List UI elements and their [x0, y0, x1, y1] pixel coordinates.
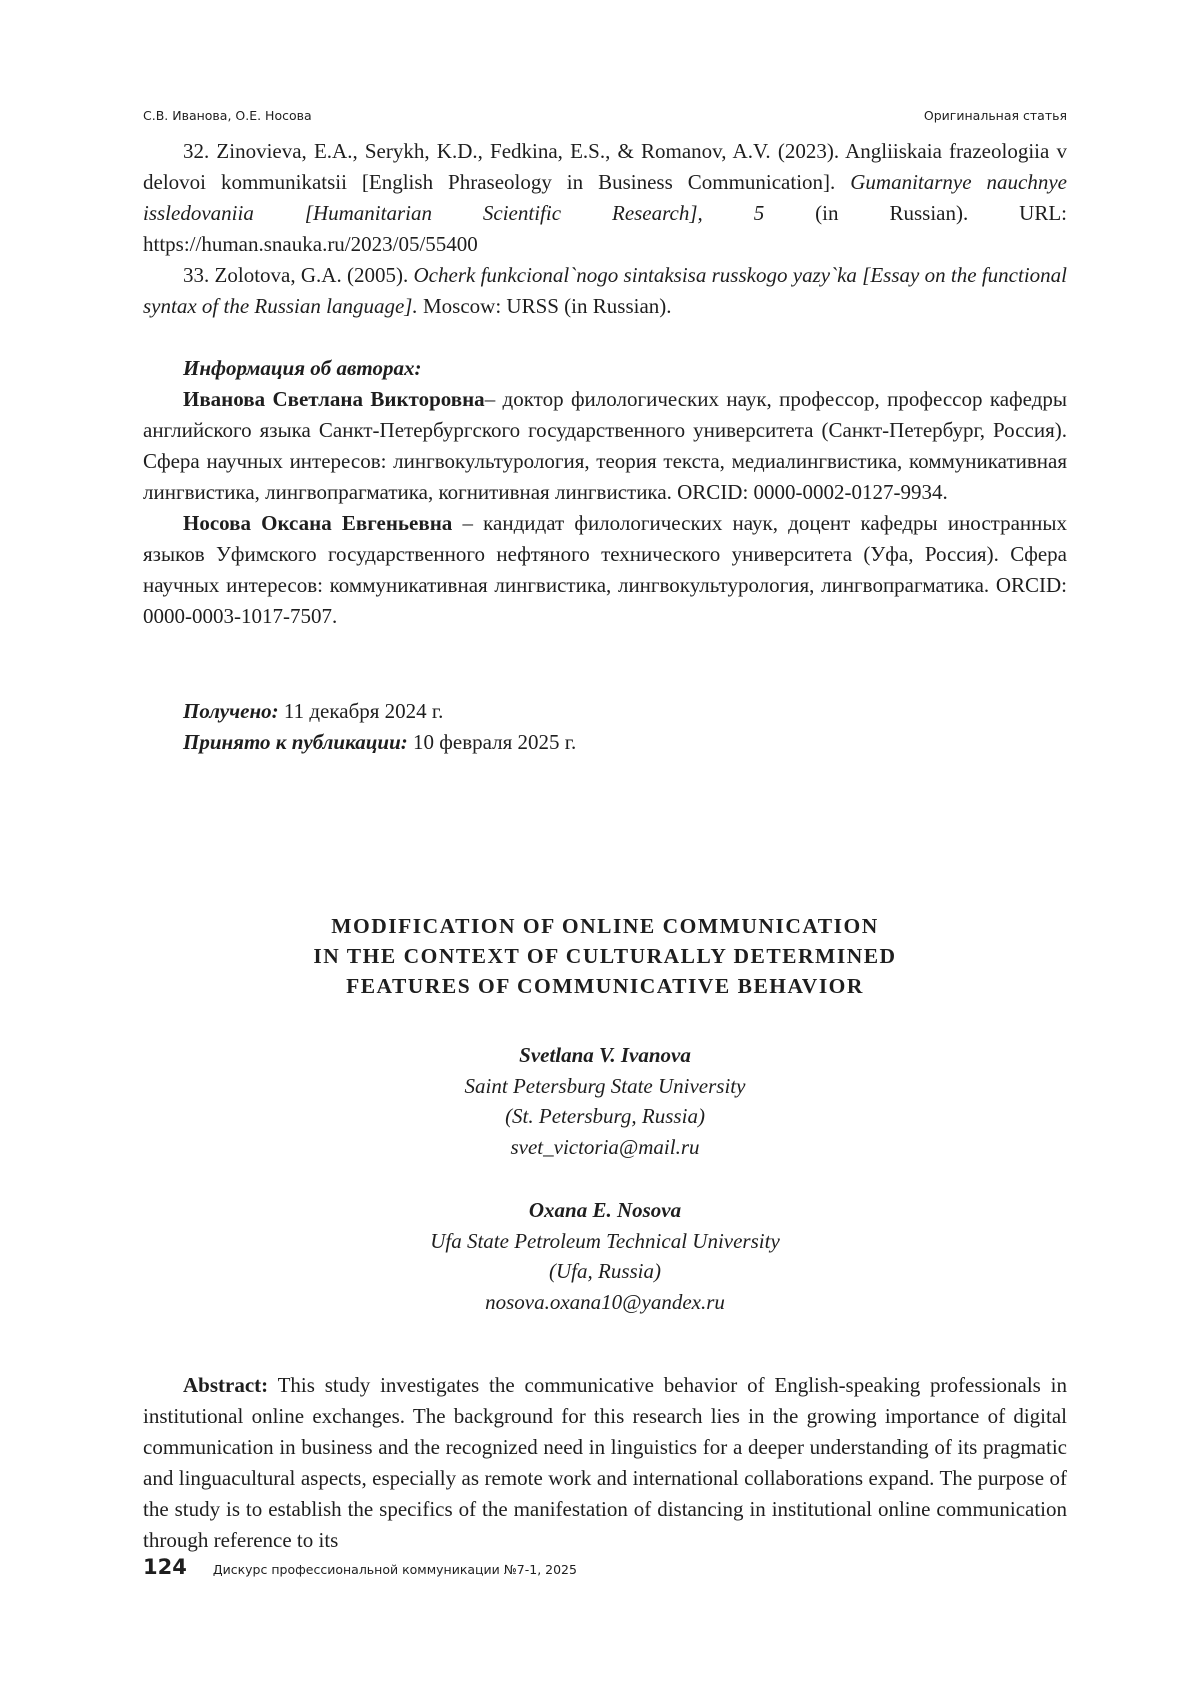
abstract-text: This study investigates the communicative behavior of English-speaking professionals in institutional online exchanges. The background for this research lies in the growing importance of digital communication in business and the recognized need in linguistics for a deeper understanding of its pragmatic and linguacultural aspects, especially as remote work and international collaborations expand. The purpose of the study is to establish the specifics of the manifestation of distancing in institutional online communication through reference to its	[143, 1373, 1067, 1552]
title-line: IN THE CONTEXT OF CULTURALLY DETERMINED	[313, 944, 897, 968]
authors-info-heading: Информация об авторах:	[183, 356, 422, 380]
author-affiliation: Ufa State Petroleum Technical University	[430, 1228, 780, 1253]
accepted-date: Принято к публикации: 10 февраля 2025 г.	[183, 730, 577, 754]
author-info-item: Иванова Светлана Викторовна– доктор филологических наук, профессор, профессор кафедры английского языка Санкт-Петербургского государственного университета (Санкт-Петербург, Россия). Сфера научных интересов: лингвокультурология, теория текста, медиалингвистика, коммуникативная лингвистика, лингвопрагматика, когнитивная лингвистика. ORCID: 0000-0002-0127-9934.	[143, 387, 1067, 504]
title-line: FEATURES OF COMMUNICATIVE BEHAVIOR	[346, 974, 864, 998]
author-name: Носова Оксана Евгеньевна	[183, 511, 453, 535]
author-name: Oxana E. Nosova	[528, 1198, 682, 1222]
author-affiliation: Saint Petersburg State University	[464, 1073, 746, 1098]
received-date: Получено: 11 декабря 2024 г.	[183, 699, 444, 723]
running-header	[143, 108, 1067, 123]
page-footer	[143, 1555, 577, 1579]
article-title	[143, 911, 1067, 1001]
author-name: Svetlana V. Ivanova	[519, 1043, 691, 1067]
author-block	[143, 1195, 1067, 1317]
journal-name: Дискурс профессиональной коммуникации №7-1, 2025	[212, 1562, 577, 1577]
authors-information	[143, 353, 1067, 632]
publication-dates	[143, 696, 1067, 758]
header-article-type: Оригинальная статья	[923, 108, 1067, 123]
abstract-label: Abstract:	[183, 1373, 269, 1397]
reference-item: 33. Zolotova, G.A. (2005). Ocherk funkcional`nogo sintaksisa russkogo yazy`ka [Essay on the functional syntax of the Russian language]. Moscow: URSS (in Russian).	[143, 263, 1067, 318]
author-name: Иванова Светлана Викторовна	[183, 387, 485, 411]
title-line: MODIFICATION OF ONLINE COMMUNICATION	[331, 914, 879, 938]
author-location: (St. Petersburg, Russia)	[505, 1104, 705, 1128]
reference-item: 32. Zinovieva, E.A., Serykh, K.D., Fedkina, E.S., & Romanov, A.V. (2023). Angliiskaia frazeologiia v delovoi kommunikatsii [English Phraseology in Business Communication]. Gumanitarnye nauchnye issledovaniia [Humanitarian Scientific Research], 5 (in Russian). URL: https://human.snauka.ru/2023/05/55400	[143, 139, 1067, 256]
header-authors: С.В. Иванова, О.Е. Носова	[143, 108, 312, 123]
author-location: (Ufa, Russia)	[549, 1259, 661, 1283]
page-number: 124	[143, 1555, 187, 1579]
author-email: nosova.oxana10@yandex.ru	[485, 1289, 725, 1314]
author-info-item: Носова Оксана Евгеньевна – кандидат филологических наук, доцент кафедры иностранных языков Уфимского государственного нефтяного технического университета (Уфа, Россия). Сфера научных интересов: коммуникативная лингвистика, лингвокультурология, лингвопрагматика. ORCID: 0000-0003-1017-7507.	[143, 511, 1067, 628]
author-block	[143, 1040, 1067, 1162]
author-email: svet_victoria@mail.ru	[510, 1134, 700, 1159]
reference-list	[143, 136, 1067, 322]
abstract	[143, 1370, 1067, 1556]
